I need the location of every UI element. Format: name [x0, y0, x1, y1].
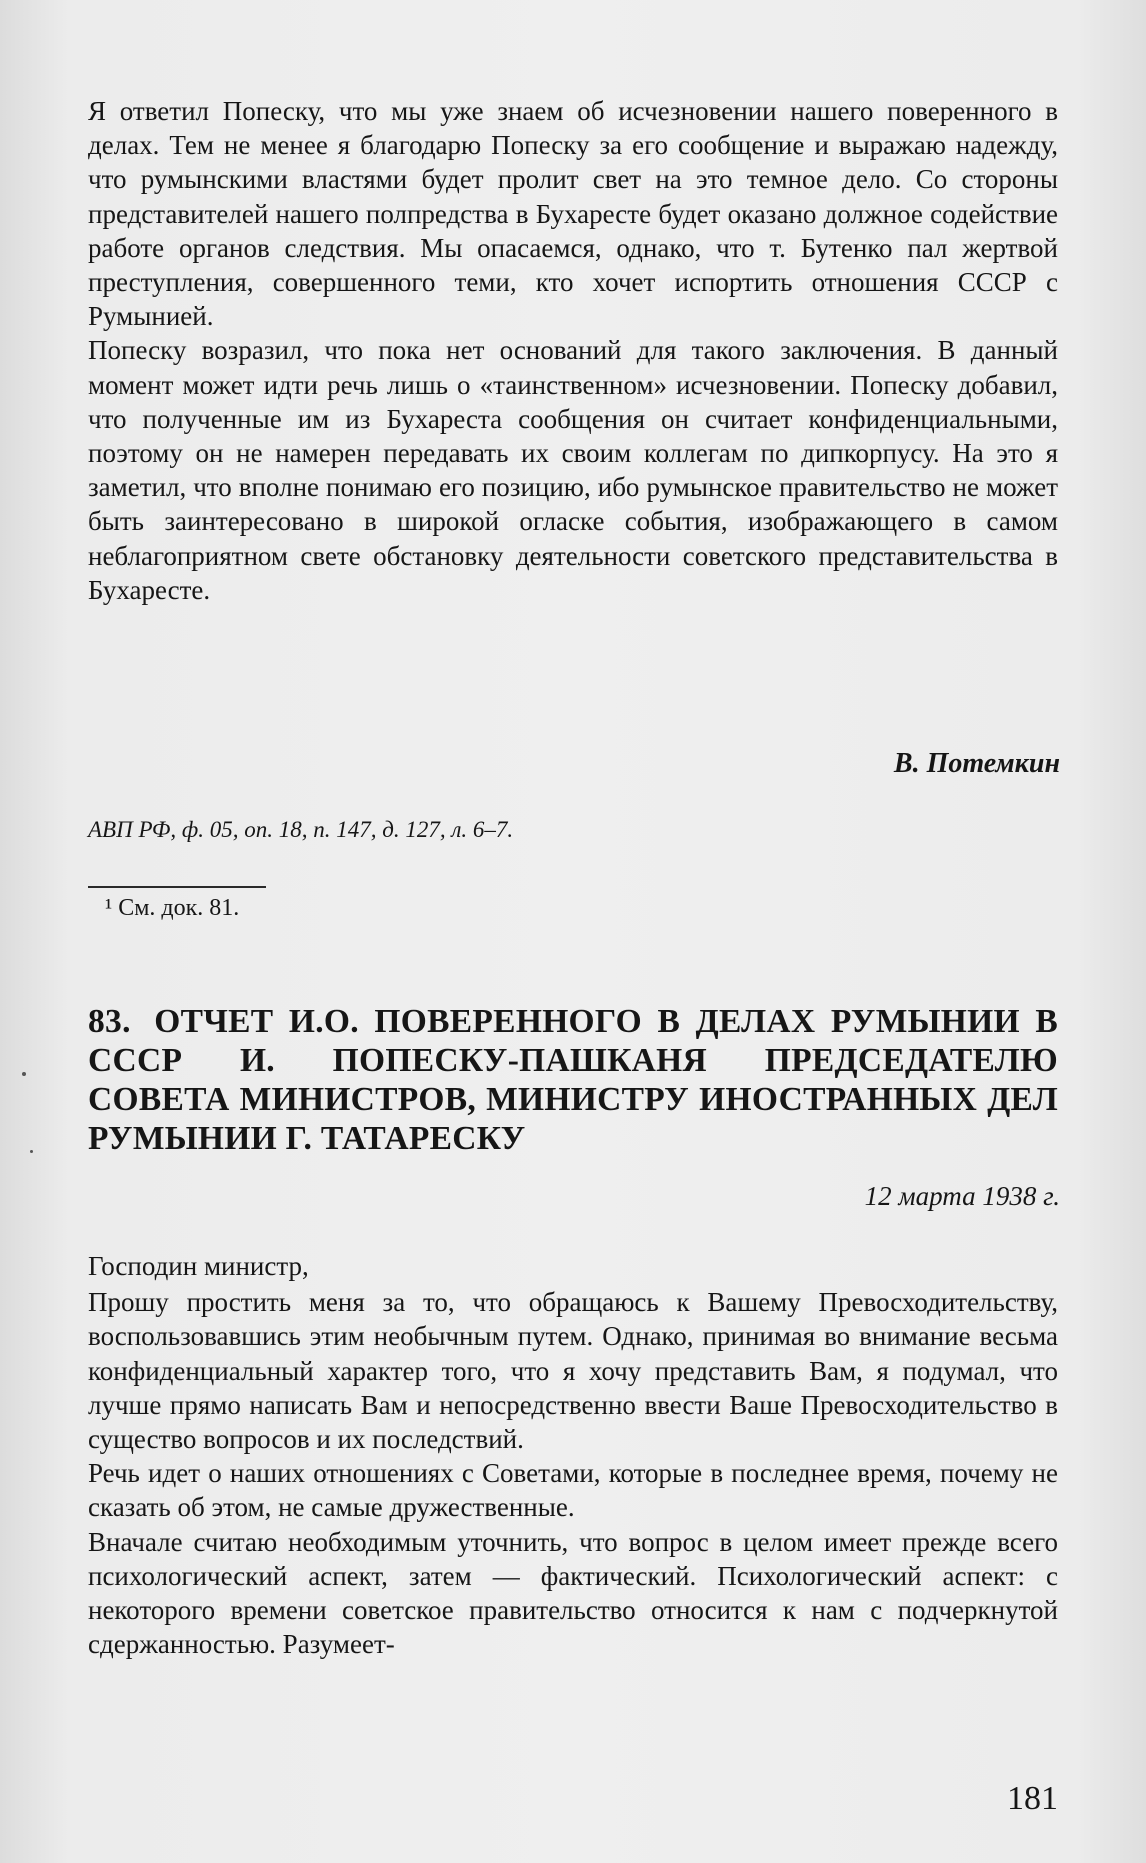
document-date: 12 марта 1938 г.: [864, 1181, 1060, 1211]
document-title: ОТЧЕТ И.О. ПОВЕРЕННОГО В ДЕЛАХ РУМЫНИИ В СССР И. ПОПЕСКУ-ПАШКАНЯ ПРЕДСЕДАТЕЛЮ СОВЕТА МИНИСТРОВ, МИНИСТРУ ИНОСТРАННЫХ ДЕЛ РУМЫНИИ Г. ТАТАРЕСКУ: [88, 1003, 1058, 1157]
page-number: 181: [1007, 1780, 1058, 1817]
letter-paragraph: Речь идет о наших отношениях с Советами, которые в последнее время, почему не сказать об этом, не самые дружественные.: [88, 1458, 1058, 1523]
document-heading: [88, 1002, 1058, 1158]
paragraph-reply: Я ответил Попеску, что мы уже знаем об исчезновении нашего поверенного в делах. Тем не менее я благодарю Попеску за его сообщение и выражаю надежду, что румынскими властями будет пролит свет на это темное дело. Со стороны представителей нашего полпредства в Бухаресте будет оказано должное содействие работе органов следствия. Мы опасаемся, однако, что т. Бутенко пал жертвой преступления, совершенного теми, кто хочет испортить отношения СССР с Румынией.: [88, 96, 1058, 332]
paragraph-objection: Попеску возразил, что пока нет оснований для такого заключения. В данный момент может идти речь лишь о «таинственном» исчезновении. Попеску добавил, что полученные им из Бухареста сообщения он считает конфиденциальными, поэтому он не намерен передавать их своим коллегам по дипкорпусу. На это я заметил, что вполне понимаю его позицию, ибо румынское правительство не может быть заинтересовано в широкой огласке события, изображающего в самом неблагоприятном свете обстановку деятельности советского представительства в Бухаресте.: [88, 335, 1058, 605]
footnote-divider: [88, 886, 266, 888]
letter-body: [88, 1249, 1058, 1661]
letter-paragraph: Прошу простить меня за то, что обращаюсь к Вашему Превосходительству, воспользовавшись этим необычным путем. Однако, принимая во внимание весьма конфиденциальный характер того, что я хочу представить Вам, я подумал, что лучше прямо написать Вам и непосредственно ввести Ваше Превосходительство в существо вопросов и их последствий.: [88, 1287, 1058, 1455]
signature: В. Потемкин: [893, 748, 1060, 779]
upper-text-block: [88, 94, 1058, 607]
footnote: ¹ См. док. 81.: [105, 895, 240, 921]
document-number: 83.: [88, 1003, 131, 1040]
archive-reference: АВП РФ, ф. 05, оп. 18, п. 147, д. 127, л. 6–7.: [88, 817, 514, 842]
salutation: Господин министр,: [88, 1251, 309, 1281]
margin-speck: [22, 1072, 26, 1076]
margin-speck: [30, 1150, 33, 1153]
letter-paragraph: Вначале считаю необходимым уточнить, что вопрос в целом имеет прежде всего психологический аспект, затем — фактический. Психологический аспект: с некоторого времени советское правительство относится к нам с подчеркнутой сдержанностью. Разумеет-: [88, 1526, 1058, 1660]
